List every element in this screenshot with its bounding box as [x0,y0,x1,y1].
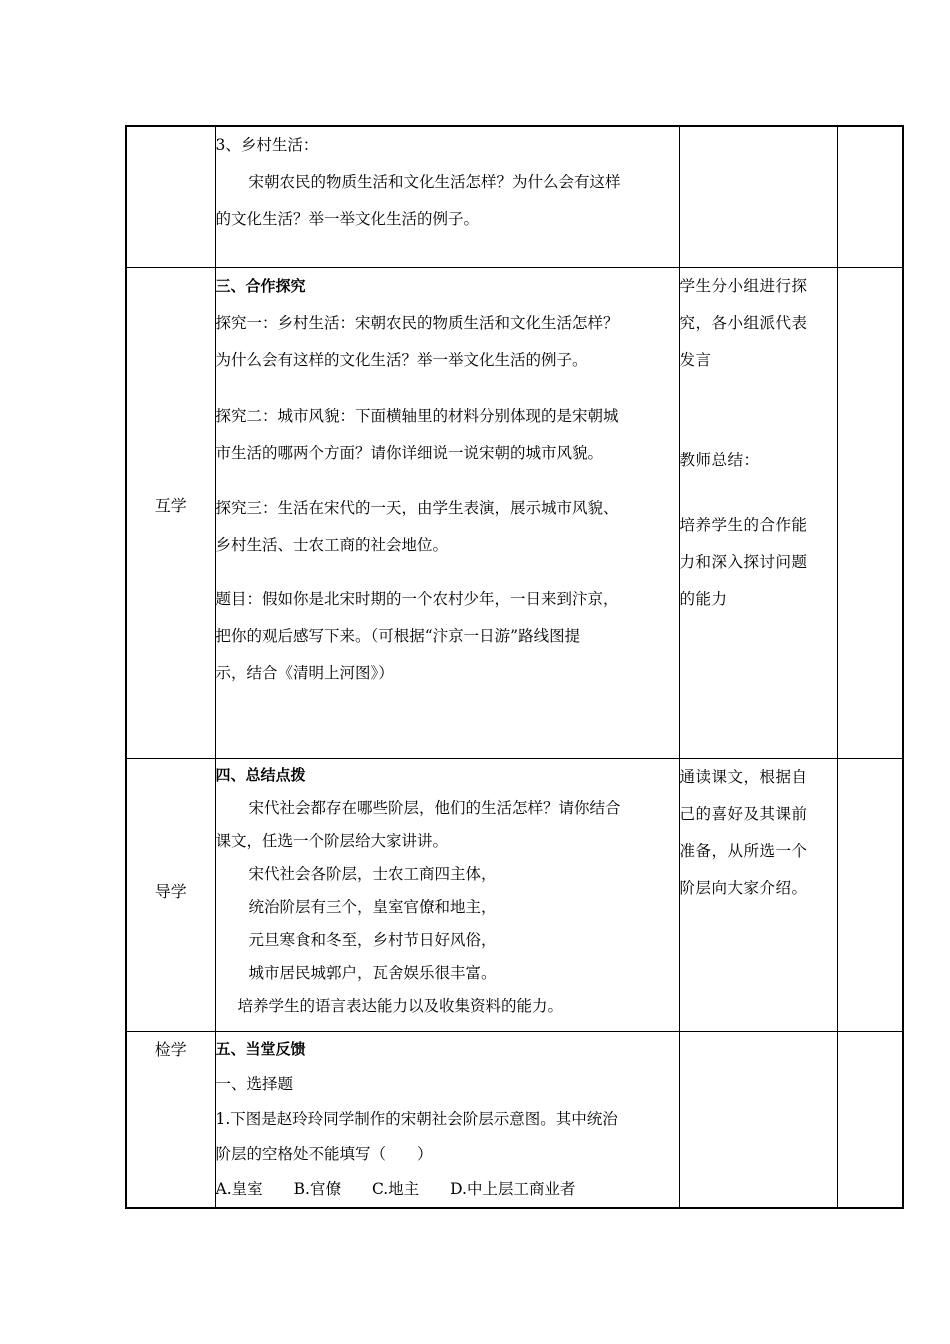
verse-line1: 宋代社会各阶层，士农工商四主体， [248,864,497,883]
extra-cell [837,267,903,758]
note-group-work-line3: 发言 [679,350,712,369]
content-cell-jianxue [215,1031,679,1208]
note-goal-line2: 力和深入探讨问题 [679,552,808,571]
task-line2: 把你的观后感写下来。（可根据“汴京一日游”路线图提 [215,626,581,645]
row-jianxue [126,1031,903,1208]
explore3-line1: 探究三：生活在宋代的一天，由学生表演，展示城市风貌、 [215,498,619,517]
notes-cell-huxue [679,267,837,758]
extra-cell [837,758,903,1031]
task-line1: 题目：假如你是北宋时期的一个农村少年，一日来到汴京， [215,589,619,608]
question1-line1: 1.下图是赵玲玲同学制作的宋朝社会阶层示意图。其中统治 [215,1109,618,1128]
village-question-line1: 宋朝农民的物质生活和文化生活怎样？为什么会有这样 [248,173,621,191]
stage-cell-empty [126,126,215,267]
notes-cell-daoxue [679,758,837,1031]
note-goal-line1: 培养学生的合作能 [679,515,808,534]
content-cell-huxue [215,267,679,758]
row-village-life [126,126,903,267]
village-question-line2: 的文化生活？举一举文化生活的例子。 [215,210,480,228]
notes-cell-empty [679,126,837,267]
content-cell-daoxue [215,758,679,1031]
stage-cell-jianxue [126,1031,215,1208]
note-read-line3: 准备，从所选一个 [679,841,808,860]
row-daoxue [126,758,903,1031]
note-read-line4: 阶层向大家介绍。 [679,878,808,897]
explore3-line2: 乡村生活、士农工商的社会地位。 [215,535,449,554]
summary-goal: 培养学生的语言表达能力以及收集资料的能力。 [237,996,564,1015]
note-teacher-summary: 教师总结： [679,450,760,469]
content-cell-village [215,126,679,267]
extra-cell [837,126,903,267]
note-read-line1: 通读课文，根据自 [679,767,808,786]
task-line3: 示，结合《清明上河图》） [215,663,394,682]
row-huxue [126,267,903,758]
heading-cooperative-inquiry: 三、合作探究 [215,276,306,295]
verse-line4: 城市居民城郭户，瓦舍娱乐很丰富。 [248,963,497,982]
notes-cell-jianxue [679,1031,837,1208]
heading-summary: 四、总结点拨 [215,765,306,784]
stage-label-huxue: 互学 [154,495,187,515]
note-read-line2: 己的喜好及其课前 [679,804,808,823]
explore1-line2: 为什么会有这样的文化生活？举一举文化生活的例子。 [215,350,588,369]
stage-label-jianxue: 检学 [154,1039,187,1059]
verse-line2: 统治阶层有三个，皇室官僚和地主， [248,897,497,916]
verse-line3: 元旦寒食和冬至，乡村节日好风俗， [248,930,497,949]
note-group-work-line1: 学生分小组进行探 [679,276,808,295]
section-title-village: 3、乡村生活： [215,136,319,154]
explore2-line2: 市生活的哪两个方面？请你详细说一说宋朝的城市风貌。 [215,443,604,462]
extra-cell [837,1031,903,1208]
summary-question-line2: 课文，任选一个阶层给大家讲讲。 [215,831,449,850]
stage-label-daoxue: 导学 [154,881,187,901]
question1-options: A.皇室 B.官僚 C.地主 D.中上层工商业者 [215,1179,576,1198]
summary-question-line1: 宋代社会都存在哪些阶层，他们的生活怎样？请你结合 [248,798,621,817]
question1-line2: 阶层的空格处不能填写（ ） [215,1144,433,1163]
note-goal-line3: 的能力 [679,589,728,608]
heading-feedback: 五、当堂反馈 [215,1039,306,1058]
multiple-choice-title: 一、选择题 [215,1074,294,1093]
stage-cell-huxue [126,267,215,758]
explore1-line1: 探究一：乡村生活：宋朝农民的物质生活和文化生活怎样？ [215,313,619,332]
lesson-plan-table [125,125,904,1209]
stage-cell-daoxue [126,758,215,1031]
note-group-work-line2: 究，各小组派代表 [679,313,808,332]
explore2-line1: 探究二：城市风貌：下面横轴里的材料分别体现的是宋朝城 [215,406,619,425]
